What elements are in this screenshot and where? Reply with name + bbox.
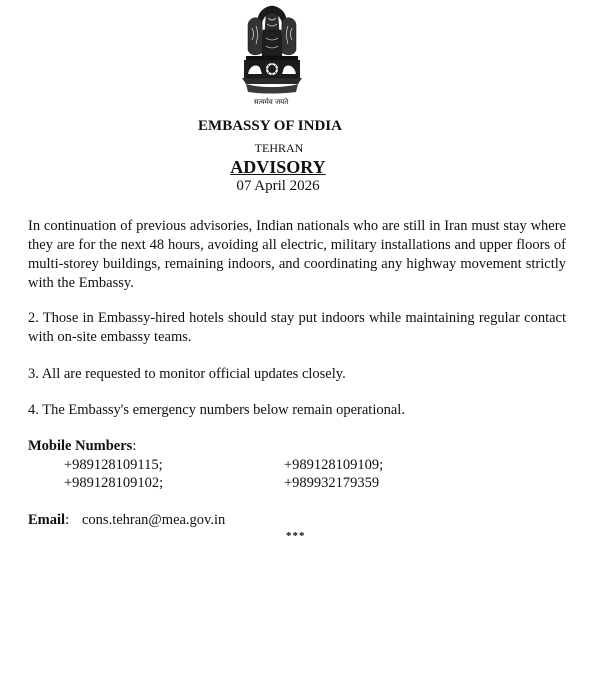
advisory-heading: ADVISORY [230,157,326,177]
mobile-label-text: Mobile Numbers [28,438,133,454]
lion-capital-emblem-icon [232,4,312,108]
embassy-title: EMBASSY OF INDIA [198,118,342,134]
phone-number[interactable]: +989128109115; [64,457,163,473]
phone-number[interactable]: +989932179359 [284,475,380,491]
phone-number[interactable]: +989128109109; [284,457,384,473]
mobile-numbers-label [28,438,136,455]
city-name: TEHRAN [254,141,304,155]
paragraph-2: 2. Those in Embassy-hired hotels should stay put indoors while maintaining regular contact with on-site embassy teams. [28,310,566,345]
email-address[interactable]: cons.tehran@mea.gov.in [82,512,226,528]
paragraph-3: 3. All are requested to monitor official updates closely. [28,366,346,382]
email-label-colon: : [65,512,70,528]
mobile-label-colon: : [132,438,137,454]
emblem-motto: सत्यमेव जयते [253,98,289,106]
advisory-date: 07 April 2026 [236,178,320,194]
phone-number[interactable]: +989128109102; [64,475,164,491]
paragraph-4: 4. The Embassy's emergency numbers below remain operational. [28,402,405,418]
phone-number-grid [64,457,484,492]
email-label-text: Email [28,512,66,528]
email-label [28,512,69,529]
paragraph-1: In continuation of previous advisories, Indian nationals who are still in Iran must stay where they are for the next 48 hours, avoiding all electric, military installations and upper floors of multi-storey buildings, remaining indoors, and coordinating any highway movement strictly with the Embassy. [28,218,566,291]
end-marker: *** [286,530,306,542]
